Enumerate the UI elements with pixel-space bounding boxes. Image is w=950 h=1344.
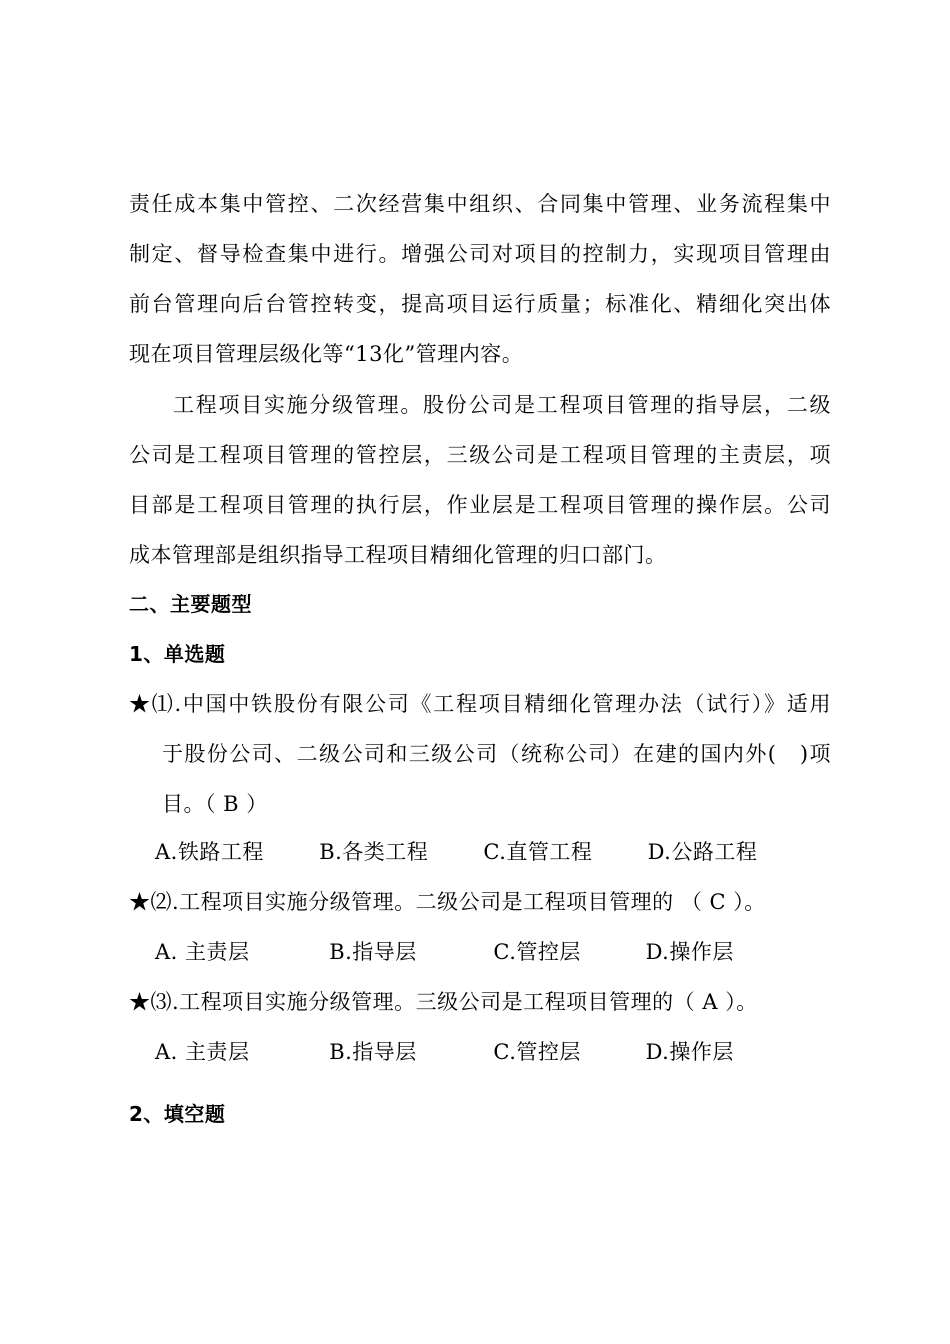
option-d: D.操作层 bbox=[645, 940, 734, 964]
question-1-line-1: ★⑴.中国中铁股份有限公司《工程项目精细化管理办法（试行）》适用 bbox=[129, 692, 831, 716]
option-c: C.直管工程 bbox=[483, 840, 593, 864]
text-line: 公司是工程项目管理的管控层，三级公司是工程项目管理的主责层，项 bbox=[129, 443, 831, 467]
question-3: ★⑶.工程项目实施分级管理。三级公司是工程项目管理的（ A ）。 bbox=[129, 990, 758, 1014]
paragraph-intro bbox=[129, 179, 831, 379]
option-c: C.管控层 bbox=[493, 940, 581, 964]
subsection-heading-fill-blank: 2、填空题 bbox=[129, 1102, 226, 1126]
paragraph-management-levels bbox=[129, 380, 831, 580]
text-line: 前台管理向后台管控转变，提高项目运行质量；标准化、精细化突出体 bbox=[129, 292, 831, 316]
question-1-line-3: 目。（ B ） bbox=[162, 792, 268, 816]
option-b: B.指导层 bbox=[329, 1040, 417, 1064]
option-c: C.管控层 bbox=[493, 1040, 581, 1064]
subsection-heading-single-choice: 1、单选题 bbox=[129, 642, 226, 666]
option-b: B.指导层 bbox=[329, 940, 417, 964]
question-1-options bbox=[155, 838, 757, 866]
option-a: A. 主责层 bbox=[155, 940, 250, 964]
question-1-line-2: 于股份公司、二级公司和三级公司（统称公司）在建的国内外( )项 bbox=[162, 742, 831, 766]
text-line: 工程项目实施分级管理。股份公司是工程项目管理的指导层，二级 bbox=[173, 393, 831, 417]
question-2: ★⑵.工程项目实施分级管理。二级公司是工程项目管理的 （ C ）。 bbox=[129, 890, 766, 914]
text-line: 目部是工程项目管理的执行层，作业层是工程项目管理的操作层。公司 bbox=[129, 493, 831, 517]
question-3-options bbox=[155, 1038, 734, 1066]
option-a: A.铁路工程 bbox=[155, 840, 264, 864]
option-d: D.操作层 bbox=[645, 1040, 734, 1064]
text-line: 成本管理部是组织指导工程项目精细化管理的归口部门。 bbox=[129, 543, 667, 567]
option-b: B.各类工程 bbox=[319, 840, 429, 864]
option-d: D.公路工程 bbox=[647, 840, 758, 864]
section-heading: 二、主要题型 bbox=[129, 592, 252, 616]
question-2-options bbox=[155, 938, 734, 966]
option-a: A. 主责层 bbox=[155, 1040, 250, 1064]
text-line: 现在项目管理层级化等“13化”管理内容。 bbox=[129, 342, 524, 366]
text-line: 责任成本集中管控、二次经营集中组织、合同集中管理、业务流程集中 bbox=[129, 192, 831, 216]
text-line: 制定、督导检查集中进行。增强公司对项目的控制力，实现项目管理由 bbox=[129, 242, 831, 266]
